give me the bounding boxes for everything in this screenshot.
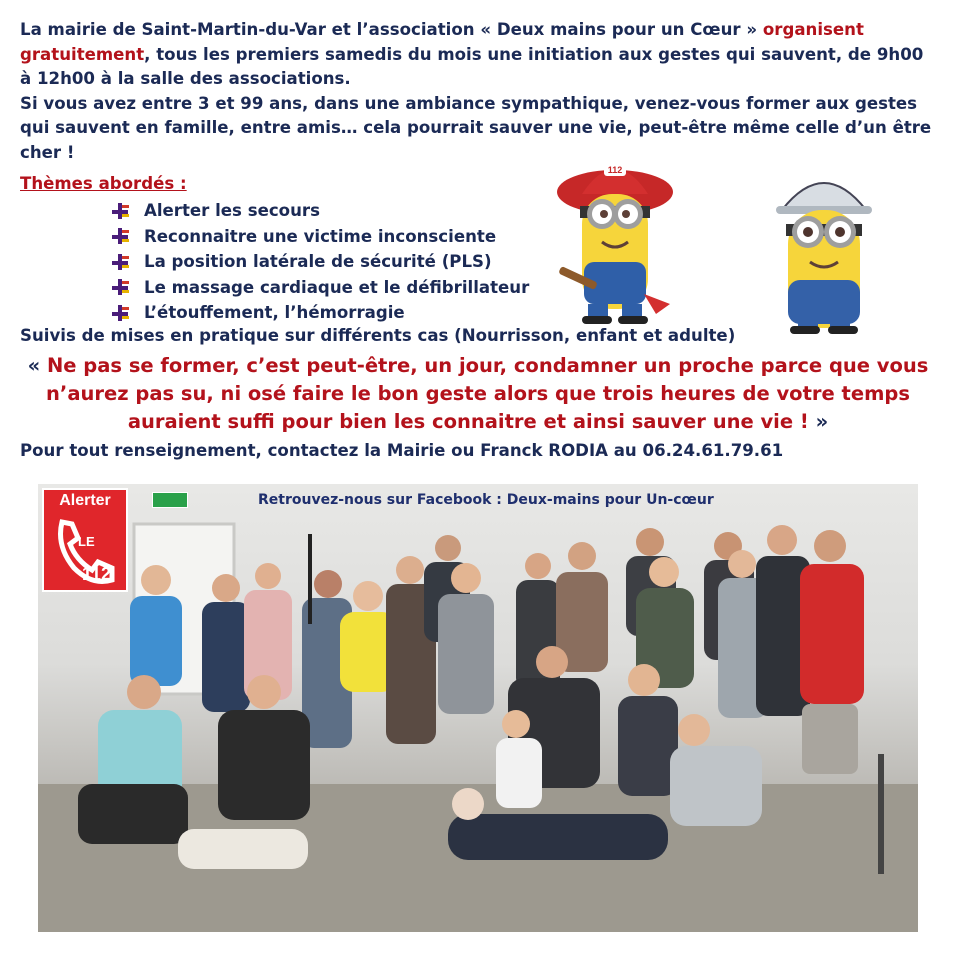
list-item — [112, 300, 529, 326]
practice-note: Suivis de mises en pratique sur différents cas (Nourrisson, enfant et adulte) — [20, 326, 736, 345]
logo-le: LE — [78, 534, 95, 549]
group-photo — [38, 484, 918, 932]
themes-title: Thèmes abordés : — [20, 174, 187, 193]
theme-label: L’étouffement, l’hémorragie — [144, 303, 405, 323]
contact-info: Pour tout renseignement, contactez la Mairie ou Franck RODIA au 06.24.61.79.61 — [20, 441, 784, 460]
list-item — [112, 275, 529, 301]
intro-highlight: organisent gratuitement — [20, 20, 864, 64]
logo-word: Alerter — [59, 492, 111, 509]
intro-part2: , tous les premiers samedis du mois une initiation aux gestes qui sauvent, de 9h00 à 12h00 à la salle des associations. — [20, 44, 924, 88]
list-item — [112, 249, 529, 275]
cross-bullet-icon — [112, 304, 132, 322]
helmet-number: 112 — [607, 165, 623, 175]
cross-bullet-icon — [112, 278, 132, 296]
theme-label: Alerter les secours — [144, 201, 320, 221]
helmet-minion-illustration — [762, 162, 886, 334]
cross-bullet-icon — [112, 253, 132, 271]
cross-bullet-icon — [112, 202, 132, 220]
facebook-caption: Retrouvez-nous sur Facebook : Deux-mains pour Un-cœur — [258, 492, 714, 508]
theme-label: La position latérale de sécurité (PLS) — [144, 252, 492, 272]
quote-text: Ne pas se former, c’est peut-être, un jour, condamner un proche parce que vous n’aurez pas su, ni osé faire le bon geste alors que trois heures de votre temps auraient suffi pour bien les connaitre et ainsi sauver une vie ! — [46, 354, 929, 433]
alert-112-logo — [42, 488, 128, 592]
quote-close: » — [808, 410, 829, 433]
list-item — [112, 224, 529, 250]
intro-part1: La mairie de Saint-Martin-du-Var et l’association « Deux mains pour un Cœur » — [20, 20, 763, 39]
quote — [18, 352, 938, 436]
quote-open: « — [27, 354, 47, 377]
logo-number: 112 — [82, 564, 112, 584]
cross-bullet-icon — [112, 227, 132, 245]
list-item — [112, 198, 529, 224]
exit-sign-icon — [152, 492, 188, 508]
intro-line2: Si vous avez entre 3 et 99 ans, dans une ambiance sympathique, venez-vous former aux gestes qui sauvent en famille, entre amis… cela pourrait sauver une vie, peut-être même celle d’un être cher ! — [20, 93, 932, 162]
theme-label: Reconnaitre une victime inconsciente — [144, 226, 497, 246]
group-photo-scene — [38, 484, 918, 932]
theme-label: Le massage cardiaque et le défibrillateur — [144, 277, 530, 297]
intro-paragraph — [20, 18, 936, 165]
themes-list — [112, 198, 529, 326]
firefighter-minion-illustration — [552, 154, 678, 324]
